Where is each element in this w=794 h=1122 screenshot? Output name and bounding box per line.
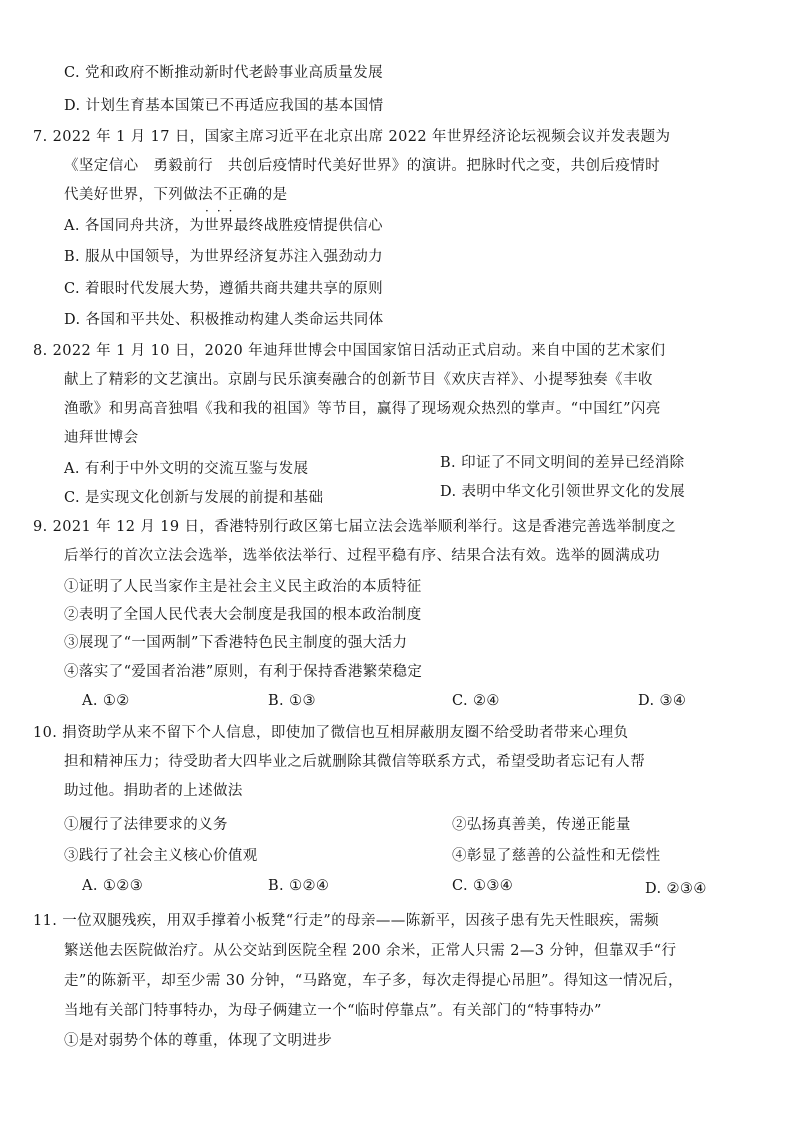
q10-item-3: ③践行了社会主义核心价值观: [64, 848, 258, 864]
q10-stem-line-1: 10. 捐资助学从来不留下个人信息，即使加了微信也互相屏蔽朋友圈不给受助者带来心理负: [33, 725, 629, 741]
q10-item-4: ④彰显了慈善的公益性和无偿性: [452, 848, 661, 864]
q11-stem-line-2: 繁送他去医院做治疗。从公交站到医院全程 200 余米，正常人只需 2—3 分钟，但靠双手“行: [64, 943, 677, 959]
q7-option-d: D. 各国和平共处、积极推动构建人类命运共同体: [64, 312, 384, 328]
q9-item-2: ②表明了全国人民代表大会制度是我国的根本政治制度: [64, 607, 422, 623]
q7-stem-line-2: 《坚定信心 勇毅前行 共创后疫情时代美好世界》的演讲。把脉时代之变，共创后疫情时: [64, 158, 660, 174]
q10-option-b: B. ①②④: [268, 878, 330, 894]
q8-option-b: B. 印证了不同文明间的差异已经消除: [440, 455, 685, 471]
q10-item-1: ①履行了法律要求的义务: [64, 817, 228, 833]
q7-option-a: A. 各国同舟共济，为世界最终战胜疫情提供信心: [64, 218, 383, 234]
q11-item-1: ①是对弱势个体的尊重，体现了文明进步: [64, 1033, 333, 1049]
q9-item-4: ④落实了“爱国者治港”原则，有利于保持香港繁荣稳定: [64, 664, 423, 680]
q11-stem-line-1: 11. 一位双腿残疾，用双手撑着小板凳“行走”的母亲——陈新平，因孩子患有先天性眼疾，需频: [33, 913, 659, 929]
q9-option-b: B. ①③: [268, 693, 316, 709]
q9-option-d: D. ③④: [638, 693, 687, 709]
q6-option-d: D. 计划生育基本国策已不再适应我国的基本国情: [64, 98, 384, 114]
q8-stem-line-2: 献上了精彩的文艺演出。京剧与民乐演奏融合的创新节目《欢庆吉祥》、小提琴独奏《丰收: [64, 372, 653, 388]
q8-stem-line-1: 8. 2022 年 1 月 10 日，2020 年迪拜世博会中国国家馆日活动正式启动。来自中国的艺术家们: [33, 343, 666, 359]
q9-item-3: ③展现了“一国两制”下香港特色民主制度的强大活力: [64, 635, 408, 651]
q10-stem-line-2: 担和精神压力；待受助者大四毕业之后就删除其微信等联系方式，希望受助者忘记有人帮: [64, 754, 646, 770]
q8-option-d: D. 表明中华文化引领世界文化的发展: [440, 484, 686, 500]
q10-item-2: ②弘扬真善美，传递正能量: [452, 817, 631, 833]
q9-item-1: ①证明了人民当家作主是社会主义民主政治的本质特征: [64, 579, 422, 595]
q11-stem-line-3: 走”的陈新平，却至少需 30 分钟，“马路宽，车子多，每次走得提心吊胆”。得知这一情况后，: [64, 973, 683, 989]
q9-option-c: C. ②④: [452, 693, 500, 709]
q10-option-a: A. ①②③: [82, 878, 144, 894]
q11-stem-line-4: 当地有关部门特事特办，为母子俩建立一个“临时停靠点”。有关部门的“特事特办”: [64, 1003, 602, 1019]
q7-option-c: C. 着眼时代发展大势，遵循共商共建共享的原则: [64, 281, 383, 297]
q10-option-c: C. ①③④: [452, 878, 514, 894]
q9-option-a: A. ①②: [82, 693, 130, 709]
q8-option-a: A. 有利于中外文明的交流互鉴与发展: [64, 461, 309, 477]
q7-stem-line-3: 代美好世界，下列做法不正确的是: [64, 187, 288, 203]
q8-option-c: C. 是实现文化创新与发展的前提和基础: [64, 490, 324, 506]
q9-stem-line-2: 后举行的首次立法会选举，选举依法举行、过程平稳有序、结果合法有效。选举的圆满成功: [64, 548, 660, 564]
q9-stem-line-1: 9. 2021 年 12 月 19 日，香港特别行政区第七届立法会选举顺利举行。这是香港完善选举制度之: [33, 519, 677, 535]
q7-emphasis-dots: ···: [205, 204, 241, 218]
q8-stem-line-3: 渔歌》和男高音独唱《我和我的祖国》等节目，赢得了现场观众热烈的掌声。“中国红”闪亮: [64, 401, 661, 417]
q6-option-c: C. 党和政府不断推动新时代老龄事业高质量发展: [64, 65, 383, 81]
q7-stem-line-1: 7. 2022 年 1 月 17 日，国家主席习近平在北京出席 2022 年世界经济论坛视频会议并发表题为: [33, 129, 671, 145]
q10-stem-line-3: 助过他。捐助者的上述做法: [64, 783, 243, 799]
q8-stem-line-4: 迪拜世博会: [64, 430, 139, 446]
q10-option-d: D. ②③④: [645, 881, 707, 897]
q7-option-b: B. 服从中国领导，为世界经济复苏注入强劲动力: [64, 249, 384, 265]
